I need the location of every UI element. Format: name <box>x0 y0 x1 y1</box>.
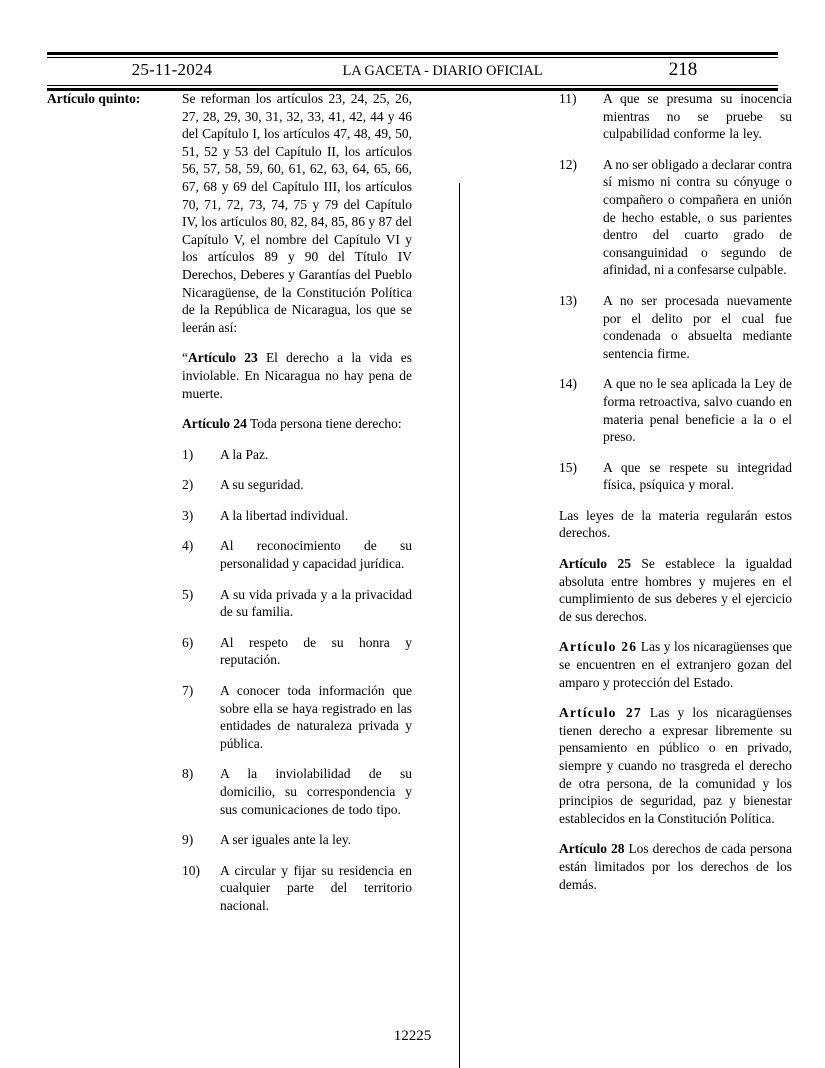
articulo-23-paragraph <box>182 349 412 402</box>
list-item <box>559 90 792 143</box>
articulo-27-text: Las y los nicaragüenses tienen derecho a expresar libremente su pensamiento en público o en privado, siempre y cuando no trasgreda el derecho de otra persona, de la comunidad y los principios de seguridad, paz y bienestar establecidos en la Constitución Política. <box>559 705 792 826</box>
list-item-number: 10) <box>182 862 200 878</box>
list-item-number: 15) <box>559 459 577 475</box>
list-item <box>559 459 792 494</box>
articulo-28-text: Los derechos de cada persona están limitados por los derechos de los demás. <box>559 841 792 892</box>
header-page-number: 218 <box>668 59 698 80</box>
articulo-24-text: Toda persona tiene derecho: <box>246 416 402 432</box>
right-column <box>559 90 792 893</box>
list-item <box>182 476 412 494</box>
articulo-25-text: Se establece la igualdad absoluta entre hombres y mujeres en el cumplimiento de sus deberes y el ejercicio de sus derechos. <box>559 556 792 624</box>
list-item-text: A ser iguales ante la ley. <box>220 832 352 848</box>
articulo-26-text: Las y los nicaragüenses que se encuentren en el extranjero gozan del amparo y protección del Estado. <box>559 639 792 690</box>
articulo-27-paragraph <box>559 704 792 827</box>
list-item-text: A su vida privada y a la privacidad de su familia. <box>220 586 412 620</box>
list-item-text: Al reconocimiento de su personalidad y capacidad jurídica. <box>220 538 412 572</box>
left-column <box>47 90 412 915</box>
articulo-26-title: Artículo 26 <box>559 639 638 655</box>
articulo-quinto-body <box>182 90 412 915</box>
articulo-quinto-label: Artículo quinto: <box>47 91 141 106</box>
list-item-number: 3) <box>182 507 194 523</box>
list-item <box>559 156 792 279</box>
articulo-quinto-block <box>47 90 412 915</box>
articulo-28-paragraph <box>559 840 792 893</box>
list-item <box>182 507 412 525</box>
list-item-number: 9) <box>182 832 194 848</box>
list-item <box>182 765 412 818</box>
list-item-number: 2) <box>182 477 194 493</box>
page-header <box>47 52 778 91</box>
list-item-number: 1) <box>182 446 194 462</box>
list-item <box>559 375 792 445</box>
column-divider <box>459 183 460 1068</box>
articulo-25-title: Artículo 25 <box>559 556 631 572</box>
list-item-number: 7) <box>182 683 194 699</box>
list-item-text: Al respeto de su honra y reputación. <box>220 634 412 668</box>
articulo-23-open-quote: “ <box>182 350 188 366</box>
list-item <box>182 586 412 621</box>
list-item-number: 8) <box>182 766 194 782</box>
articulo-23-text: El derecho a la vida es inviolable. En Nicaragua no hay pena de muerte. <box>182 350 412 401</box>
header-row <box>47 58 778 85</box>
closing-paragraph: Las leyes de la materia regularán estos derechos. <box>559 507 792 541</box>
list-item-number: 6) <box>182 634 194 650</box>
articulo-25-paragraph <box>559 555 792 625</box>
list-item-number: 4) <box>182 538 194 554</box>
list-item <box>182 537 412 572</box>
articulo-24-paragraph <box>182 415 412 433</box>
header-title: LA GACETA - DIARIO OFICIAL <box>342 63 543 79</box>
articulo-27-title: Artículo 27 <box>559 705 642 721</box>
list-item-number: 11) <box>559 91 577 106</box>
list-item <box>182 682 412 752</box>
list-item-text: A circular y fijar su residencia en cualquier parte del territorio nacional. <box>220 862 412 913</box>
list-item <box>182 446 412 464</box>
list-item-number: 14) <box>559 376 577 392</box>
articulo-26-paragraph <box>559 638 792 691</box>
list-item <box>559 292 792 362</box>
articulo-28-title: Artículo 28 <box>559 841 625 857</box>
list-item-text: A la inviolabilidad de su domicilio, su correspondencia y sus comunicaciones de todo tipo. <box>220 766 412 817</box>
list-item-text: A la Paz. <box>220 446 269 462</box>
list-item-text: A que se presuma su inocencia mientras no se pruebe su culpabilidad conforme la ley. <box>603 91 792 142</box>
list-item-text: A no ser procesada nuevamente por el delito por el cual fue condenada o absuelta mediante sentencia firme. <box>603 292 792 361</box>
footer-page-number: 12225 <box>393 1028 432 1044</box>
list-item-number: 12) <box>559 156 577 172</box>
list-item-text: A que no le sea aplicada la Ley de forma retroactiva, salvo cuando en materia penal beneficie a la o el preso. <box>603 376 792 445</box>
page-footer <box>0 1028 825 1045</box>
header-date: 25-11-2024 <box>131 60 213 79</box>
list-item-number: 5) <box>182 586 194 602</box>
articulo-23-title: Artículo 23 <box>188 350 258 366</box>
list-item-number: 13) <box>559 292 577 308</box>
list-item-text: A su seguridad. <box>220 477 304 493</box>
articulo-24-title: Artículo 24 <box>182 416 247 432</box>
list-item <box>182 862 412 915</box>
list-item <box>182 634 412 669</box>
list-item <box>182 831 412 849</box>
list-item-text: A que se respete su integridad física, psíquica y moral. <box>603 459 792 493</box>
intro-paragraph: Se reforman los artículos 23, 24, 25, 26, 27, 28, 29, 30, 31, 32, 33, 41, 42, 44 y 46 del Capítulo I, los artículos 47, 48, 49, 50, 51, 52 y 53 del Capítulo II, los artículos 56, 57, 58, 59, 60, 61, 62, 63, 64, 65, 66, 67, 68 y 69 del Capítulo III, los artículos 70, 71, 72, 73, 74, 75 y 79 del Capítulo IV, los artículos 80, 82, 84, 85, 86 y 87 del Capítulo V, el nombre del Capítulo VI y los artículos 89 y 90 del Título IV Derechos, Deberes y Garantías del Pueblo Nicaragüense, de la Constitución Política de la República de Nicaragua, los que se leerán así: <box>182 91 412 335</box>
list-item-text: A no ser obligado a declarar contra sí mismo ni contra su cónyuge o compañero o compañera en unión de hecho estable, o sus parientes dentro del cuarto grado de consanguinidad o segundo de afinidad, ni a confesarse culpable. <box>603 156 792 278</box>
list-item-text: A conocer toda información que sobre ella se haya registrado en las entidades de naturaleza privada y pública. <box>220 683 412 751</box>
list-item-text: A la libertad individual. <box>220 507 349 523</box>
